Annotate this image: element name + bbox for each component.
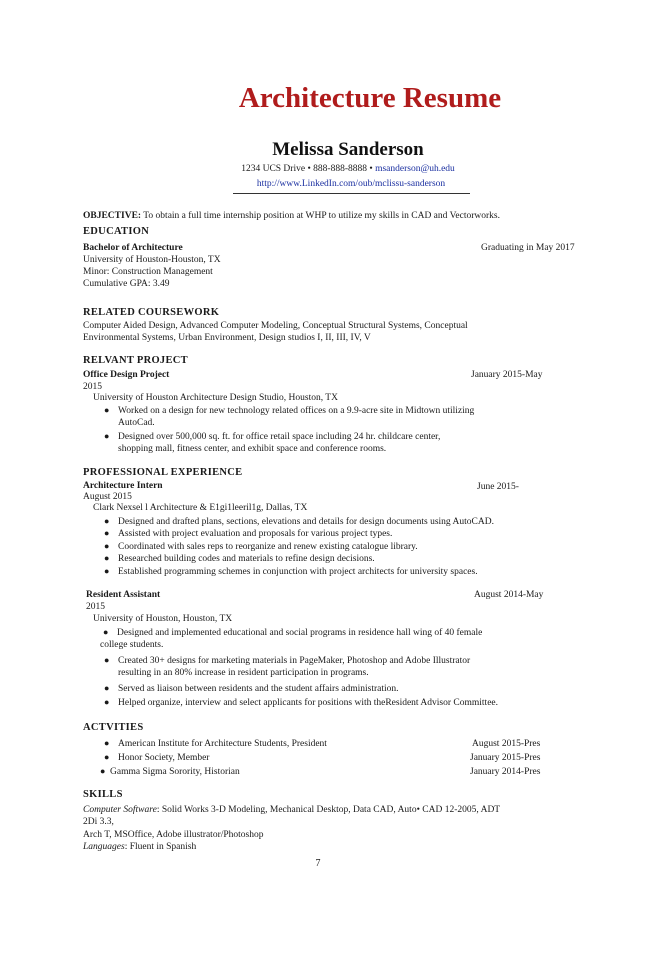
project-date-cont: 2015	[83, 382, 102, 392]
separator: •	[307, 164, 311, 174]
job-date: June 2015-	[477, 482, 519, 492]
bullet-icon: ●	[104, 738, 110, 748]
job-date-cont: 2015	[86, 602, 105, 612]
activities-heading: ACTVITIES	[83, 722, 144, 733]
activity-date: January 2014-Pres	[470, 767, 541, 777]
job-org: Clark Nexsel l Architecture & E1gi1leeril1g, Dallas, TX	[93, 503, 308, 513]
bullet-icon: ●	[104, 516, 110, 526]
bullet-icon: ●	[104, 431, 110, 441]
school: University of Houston-Houston, TX	[83, 255, 221, 265]
objective-text: To obtain a full time internship position at WHP to utilize my skills in CAD and Vectorworks.	[143, 211, 500, 221]
project-date: January 2015-May	[471, 370, 543, 380]
bullet-icon: ●	[100, 766, 106, 776]
degree: Bachelor of Architecture	[83, 243, 183, 253]
bullet-icon: ●	[104, 405, 110, 415]
bullet-icon: ●	[104, 566, 110, 576]
list-item: Helped organize, interview and select applicants for positions with theResident Advisor Committee.	[118, 698, 499, 708]
language-skills	[83, 841, 196, 854]
address: 1234 UCS Drive	[241, 164, 306, 174]
coursework-line: Computer Aided Design, Advanced Computer Modeling, Conceptual Structural Systems, Conceptual	[83, 321, 468, 331]
job-title: Architecture Intern	[83, 481, 163, 491]
phone: 888-888-8888	[313, 164, 367, 174]
list-item: college students.	[100, 640, 164, 650]
activity-date: January 2015-Pres	[470, 753, 541, 763]
job-date-cont: August 2015	[83, 492, 132, 502]
list-item: Assisted with project evaluation and proposals for various project types.	[118, 529, 393, 539]
activity-name: American Institute for Architecture Students, President	[118, 739, 327, 749]
list-item: Created 30+ designs for marketing materials in PageMaker, Photoshop and Adobe Illustrator	[118, 656, 471, 666]
bullet-icon: ●	[104, 683, 110, 693]
skills-heading: SKILLS	[83, 789, 123, 800]
software-skills-cont: 2Di 3.3,	[83, 817, 114, 827]
bullet-icon: ●	[104, 655, 110, 665]
software-text: : Solid Works 3-D Modeling, Mechanical Desktop, Data CAD, Auto• CAD 12-2005, ADT	[156, 805, 501, 815]
languages-label: Languages	[83, 842, 125, 852]
list-item: AutoCad.	[118, 418, 155, 428]
bullet-icon: ●	[104, 697, 110, 707]
software-label: Computer Software	[83, 805, 157, 815]
gpa: Cumulative GPA: 3.49	[83, 279, 170, 289]
minor: Minor: Construction Management	[83, 267, 213, 277]
list-item: Designed and drafted plans, sections, elevations and details for design documents using AutoCAD.	[118, 517, 494, 527]
bullet-icon: ●	[104, 553, 110, 563]
graduation-date: Graduating in May 2017	[481, 243, 575, 253]
header-divider	[233, 193, 470, 194]
software-skills	[83, 804, 500, 817]
list-item: shopping mall, fitness center, and exhibit space and conference rooms.	[118, 444, 387, 454]
languages-text: : Fluent in Spanish	[124, 842, 197, 852]
bullet-icon: ●	[104, 528, 110, 538]
objective	[83, 210, 500, 223]
project-org: University of Houston Architecture Design Studio, Houston, TX	[93, 393, 338, 403]
list-item: Designed over 500,000 sq. ft. for office retail space including 24 hr. childcare center,	[118, 432, 441, 442]
coursework-heading: RELATED COURSEWORK	[83, 307, 220, 318]
bullet-icon: ●	[104, 752, 110, 762]
list-item: Worked on a design for new technology related offices on a 9.9-acre site in Midtown utilizing	[118, 406, 475, 416]
list-item: resulting in an 80% increase in resident participation in programs.	[118, 668, 369, 678]
linkedin-link[interactable]: http://www.LinkedIn.com/oub/mclissu-sanderson	[256, 179, 446, 189]
list-item: Served as liaison between residents and the student affairs administration.	[118, 684, 399, 694]
resume-title: Architecture Resume	[238, 82, 502, 114]
activity-name: Honor Society, Member	[118, 753, 210, 763]
list-item: Coordinated with sales reps to reorganize and renew existing catalogue library.	[118, 542, 418, 552]
bullet-icon: ●	[104, 541, 110, 551]
activity-date: August 2015-Pres	[472, 739, 541, 749]
page-number: 7	[315, 858, 321, 869]
job-date: August 2014-May	[474, 590, 544, 600]
list-item: Researched building codes and materials to refine design decisions.	[118, 554, 375, 564]
contact-line	[0, 164, 669, 174]
job-org: University of Houston, Houston, TX	[93, 614, 233, 624]
list-item: Established programming schemes in conjunction with project architects for university spaces.	[118, 567, 478, 577]
project-title: Office Design Project	[83, 370, 170, 380]
list-item: Designed and implemented educational and social programs in residence hall wing of 40 female	[117, 628, 483, 638]
project-heading: RELVANT PROJECT	[83, 355, 188, 366]
objective-label: OBJECTIVE:	[83, 211, 142, 221]
coursework-line: Environmental Systems, Urban Environment, Design studios I, II, III, IV, V	[83, 333, 371, 343]
experience-heading: PROFESSIONAL EXPERIENCE	[83, 467, 243, 478]
software-skills-cont: Arch T, MSOffice, Adobe illustrator/Photoshop	[83, 830, 264, 840]
bullet-icon: ●	[103, 627, 109, 637]
email-link[interactable]: msanderson@uh.edu	[375, 164, 455, 174]
education-heading: EDUCATION	[83, 226, 150, 237]
job-title: Resident Assistant	[86, 590, 161, 600]
candidate-name: Melissa Sanderson	[272, 139, 424, 160]
activity-name: Gamma Sigma Sorority, Historian	[110, 767, 240, 777]
separator: •	[369, 164, 373, 174]
